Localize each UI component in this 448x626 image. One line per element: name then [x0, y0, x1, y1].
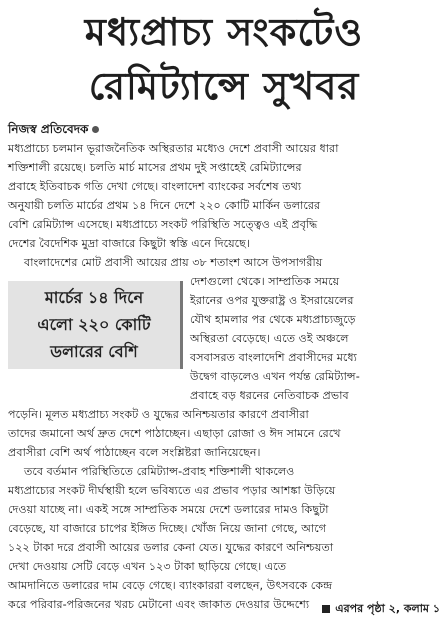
body-line: দেওয়া যাচ্ছে না। একই সঙ্গে সাম্প্রতিক সময়ে দেশে ডলারের দামও কিছুটা	[8, 503, 329, 516]
square-bullet-icon	[322, 605, 330, 613]
body-line: আমদানিতে ডলারের দাম বেড়ে গেছে। ব্যাংকাররা বলছেন, উৎসবকে কেন্দ্র	[8, 579, 333, 592]
byline-text: নিজস্ব প্রতিবেদক	[8, 122, 89, 136]
continuation-text: এরপর পৃষ্ঠা ২, কলাম ১	[335, 602, 440, 615]
bullet-icon	[92, 126, 99, 133]
body-line: প্রবাসীরা বেশি অর্থ পাঠাচ্ছেন বলে সংশ্লিষ্টরা জানিয়েছেন।	[8, 446, 261, 459]
body-line: বেশি রেমিট্যান্স এসেছে। মধ্যপ্রাচ্যে সংকট পরিস্থিতি সত্ত্বেও এই প্রবৃদ্ধি	[8, 218, 318, 231]
body-line: বসবাসরত বাংলাদেশি প্রবাসীদের মধ্যে	[190, 351, 357, 364]
body-line: পড়েনি। মূলত মধ্যপ্রাচ্য সংকট ও যুদ্ধের অনিশ্চয়তার কারণে প্রবাসীরা	[8, 408, 309, 421]
body-line: বেড়েছে, যা বাজারে চাপের ইঙ্গিত দিচ্ছে। খোঁজ নিয়ে জানা গেছে, আগে	[8, 522, 327, 535]
body-line: করে পরিবার-পরিজনের খরচ মেটানো এবং জাকাত দেওয়ার উদ্দেশ্যে	[8, 598, 310, 611]
pull-quote	[8, 281, 183, 369]
body-line: উদ্বেগ বাড়লেও এখন পর্যন্ত রেমিট্যান্স-	[190, 370, 360, 383]
continuation-note	[322, 601, 440, 617]
body-line: বাংলাদেশের মোট প্রবাসী আয়ের প্রায় ৩৮ শতাংশ আসে উপসাগরীয়	[24, 256, 323, 269]
pull-quote-line: ডলারের বেশি	[50, 342, 138, 361]
headline-line-2: রেমিট্যান্সে সুখবর	[88, 64, 360, 108]
body-line: মধ্যপ্রাচ্যের সংকট দীর্ঘস্থায়ী হলে ভবিষ্যতে এর প্রভাব পড়ার আশঙ্কা উড়িয়ে	[8, 484, 336, 497]
body-line: ইরানের ওপর যুক্তরাষ্ট্র ও ইসরায়েলের	[190, 294, 354, 307]
body-line: প্রবাহে ইতিবাচক গতি দেখা গেছে। বাংলাদেশ ব্যাংকের সর্বশেষ তথ্য	[8, 180, 302, 193]
body-line: অনুযায়ী চলতি মার্চের প্রথম ১৪ দিনে দেশে ২২০ কোটি মার্কিন ডলারের	[8, 199, 321, 212]
body-line: দেশের বৈদেশিক মুদ্রা বাজারে কিছুটা স্বস্তি এনে দিয়েছে।	[8, 237, 250, 250]
body-line: অস্থিরতা বেড়েছে। এতে ওই অঞ্চলে	[190, 332, 349, 345]
body-line: দেখা দেওয়ায় সেটি বেড়ে এখন ১২৩ টাকা ছাড়িয়ে গেছে। এতে	[8, 560, 287, 573]
pull-quote-line: মার্চের ১৪ দিনে	[44, 288, 144, 307]
body-line: তাদের জমানো অর্থ দ্রুত দেশে পাঠাচ্ছেন। এছাড়া রোজা ও ঈদ সামনে রেখে	[8, 427, 341, 440]
headline-line-1: মধ্যপ্রাচ্য সংকটেও	[84, 10, 364, 54]
pull-quote-line: এলো ২২০ কোটি	[37, 315, 151, 334]
body-line: দেশগুলো থেকে। সাম্প্রতিক সময়ে	[190, 275, 340, 288]
body-line: যৌথ হামলার পর থেকে মধ্যপ্রাচ্যজুড়ে	[190, 313, 356, 326]
body-line: শক্তিশালী রয়েছে। চলতি মার্চ মাসের প্রথম দুই সপ্তাহেই রেমিট্যান্সের	[8, 161, 302, 174]
body-line: ১২২ টাকা দরে প্রবাসী আয়ের ডলার কেনা যেত। যুদ্ধের কারণে অনিশ্চয়তা	[8, 541, 334, 554]
body-line: প্রবাহে বড় ধরনের নেতিবাচক প্রভাব	[190, 389, 349, 402]
body-line: তবে বর্তমান পরিস্থিতিতে রেমিট্যান্স-প্রবাহ শক্তিশালী থাকলেও	[24, 465, 295, 478]
byline	[8, 121, 99, 137]
body-line: মধ্যপ্রাচ্যে চলমান ভূরাজনৈতিক অস্থিরতার মধ্যেও দেশে প্রবাসী আয়ের ধারা	[8, 142, 339, 155]
